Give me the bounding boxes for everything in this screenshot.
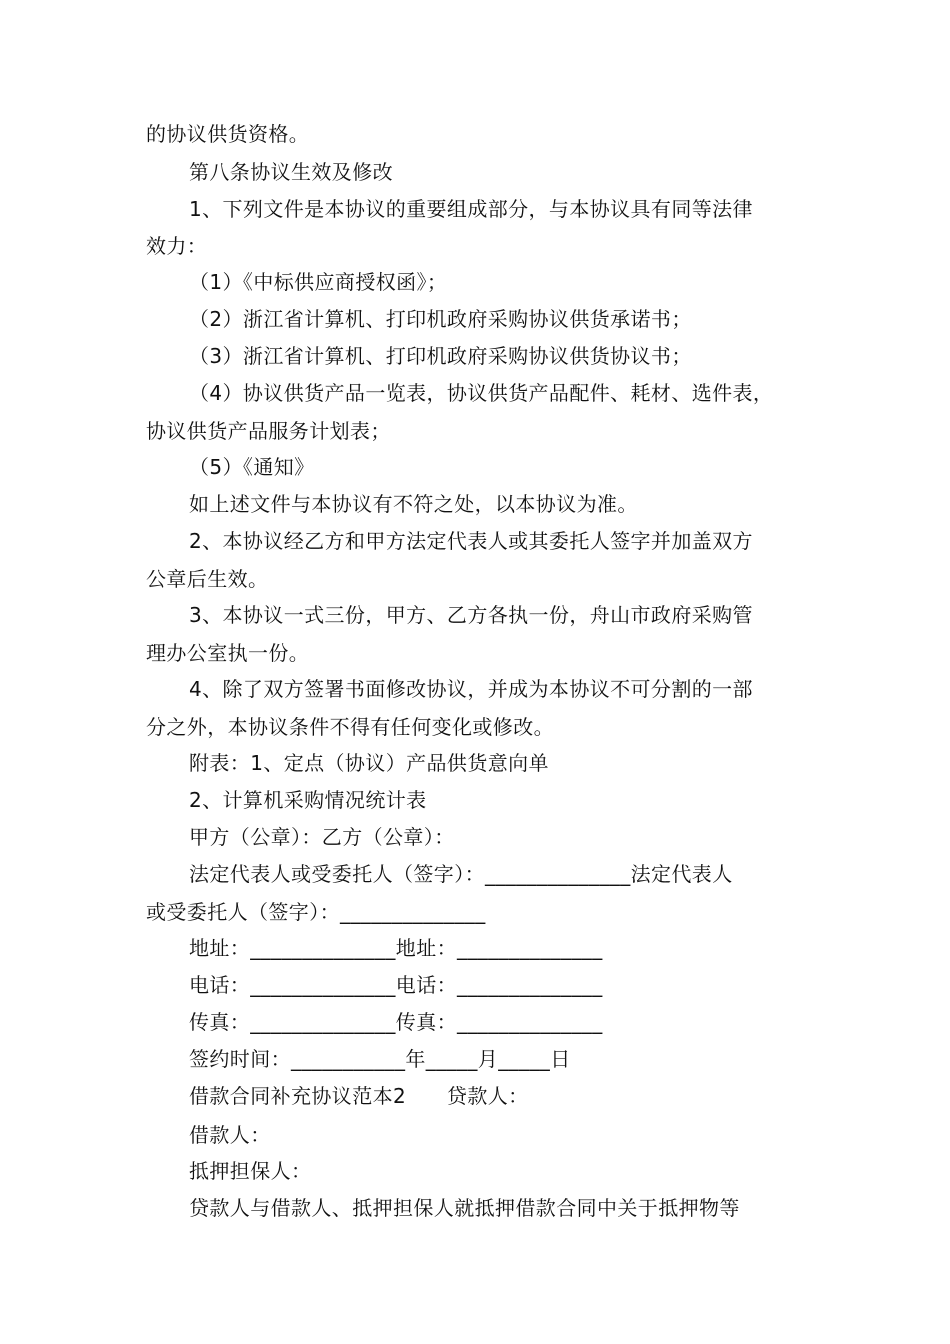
- list-item: （5）《通知》: [189, 455, 315, 479]
- paragraph-line: 理办公室执一份。: [146, 641, 310, 665]
- list-item: （4）协议供货产品一览表，协议供货产品配件、耗材、选件表，: [189, 381, 774, 405]
- party-line: 借款人：: [189, 1123, 271, 1147]
- fax-line: 传真：______________传真：______________: [189, 1010, 603, 1034]
- paragraph-line: 贷款人与借款人、抵押担保人就抵押借款合同中关于抵押物等: [189, 1196, 740, 1220]
- signature-line: 甲方（公章）：乙方（公章）：: [189, 825, 455, 849]
- appendix-line: 2、计算机采购情况统计表: [189, 788, 427, 812]
- section-heading: 第八条协议生效及修改: [189, 160, 393, 184]
- signature-line: 或受委托人（签字）：______________: [146, 900, 486, 924]
- list-item: （3）浙江省计算机、打印机政府采购协议供货协议书；: [189, 344, 692, 368]
- list-item: （2）浙江省计算机、打印机政府采购协议供货承诺书；: [189, 307, 692, 331]
- paragraph-line: 2、本协议经乙方和甲方法定代表人或其委托人签字并加盖双方: [189, 529, 753, 553]
- paragraph-line: 的协议供货资格。: [146, 122, 310, 146]
- list-item: （1）《中标供应商授权函》；: [189, 270, 448, 294]
- paragraph-line: 如上述文件与本协议有不符之处，以本协议为准。: [189, 492, 638, 516]
- template-title-line: 借款合同补充协议范本2 贷款人：: [189, 1084, 529, 1108]
- signing-date-line: 签约时间：___________年_____月_____日: [189, 1047, 571, 1071]
- signature-line: 法定代表人或受委托人（签字）：______________法定代表人: [189, 862, 733, 886]
- paragraph-line: 1、下列文件是本协议的重要组成部分，与本协议具有同等法律: [189, 197, 753, 221]
- party-line: 抵押担保人：: [189, 1159, 312, 1183]
- paragraph-line: 4、除了双方签署书面修改协议，并成为本协议不可分割的一部: [189, 677, 753, 701]
- paragraph-line: 分之外，本协议条件不得有任何变化或修改。: [146, 715, 554, 739]
- phone-line: 电话：______________电话：______________: [189, 973, 603, 997]
- paragraph-line: 3、本协议一式三份，甲方、乙方各执一份，舟山市政府采购管: [189, 603, 753, 627]
- address-line: 地址：______________地址：______________: [189, 936, 603, 960]
- paragraph-line: 效力：: [146, 234, 208, 258]
- appendix-line: 附表：1、定点（协议）产品供货意向单: [189, 751, 549, 775]
- paragraph-line: 公章后生效。: [146, 567, 269, 591]
- list-item-continuation: 协议供货产品服务计划表；: [146, 419, 391, 443]
